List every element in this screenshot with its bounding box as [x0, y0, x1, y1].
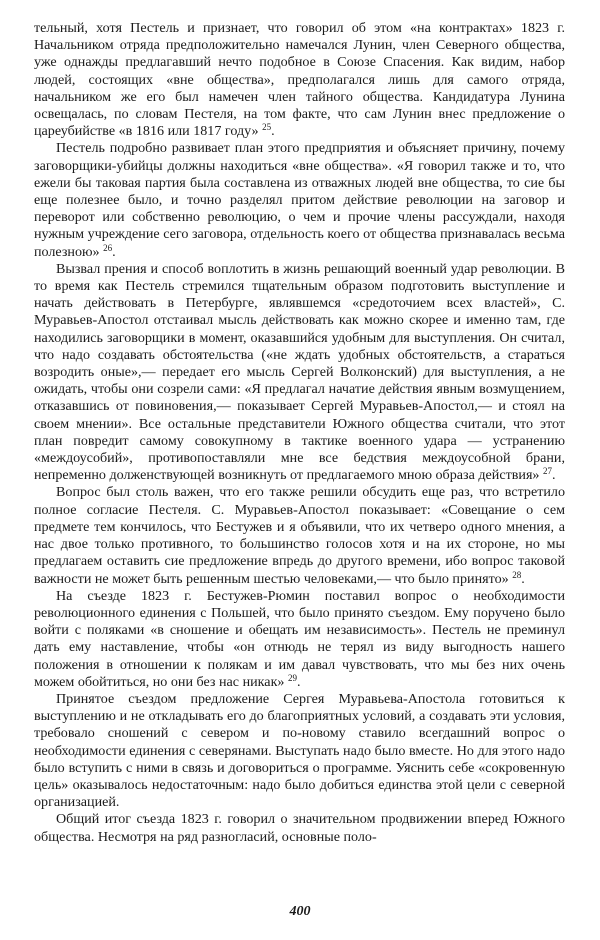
paragraph-3: Вызвал прения и способ воплотить в жизнь решающий военный удар революции. В то время как Пестель стремился тщательным образом подготовить выступление и начать действовать в Петербурге, являвшемся «средоточием всех властей», С. Муравьев-Апостол отстаивал мысль действовать как можно скорее и именно там, где находились заговорщики в момент, оказавшийся удобным для выступления. Он считал, что надо создавать обстоятельства («не ждать удобных обстоятельств, а стараться возродить оные»,— передает его мысль Сергей Волконский) для выступления, а не ожидать, чтобы они созрели сами: «Я предлагал начатие действия явным возмущением, отказавшись от повиновения,— показывает Сергей Муравьев-Апостол,— и стоял на своем мнении». Все остальные представители Южного общества считали, что этот план повредит самому совокупному в тактике военного удара — устранению «междоусобий», противопоставляли мне все бедствия междоусобной брани, непременно долженствующей возникнуть от предлагаемого мною образа действия» $^{27}$.: [34, 260, 565, 484]
paragraph-3-text: Вызвал прения и способ воплотить в жизнь решающий военный удар революции. В то время как Пестель стремился тщательным образом подготовить выступление и начать действовать в Петербурге, являвшемся «средоточием всех властей», С. Муравьев-Апостол отстаивал мысль действовать как можно скорее и именно там, где находились заговорщики в момент, оказавшийся удобным для выступления. Он считал, что надо создавать обстоятельства («не ждать удобных обстоятельств, а стараться возродить оные»,— передает его мысль Сергей Волконский) для выступления, а не ожидать, чтобы они созрели сами: «Я предлагал начатие действия явным возмущением, отказавшись от повиновения,— показывает Сергей Муравьев-Апостол,— и стоял на своем мнении». Все остальные представители Южного общества считали, что этот план повредит самому совокупному в тактике военного удара — устранению «междоусобий», противопоставляли мне все бедствия междоусобной брани, непременно долженствующей возникнуть от предлагаемого мною образа действия»: [34, 260, 565, 484]
footnote-ref-29[interactable]: 29: [288, 672, 297, 683]
footnote-ref-25[interactable]: 25: [262, 122, 272, 133]
paragraph-2: Пестель подробно развивает план этого предприятия и объясняет причину, почему заговорщики-убийцы должны находиться «вне общества». «Я говорил также и то, что ежели бы таковая партия была составлена из отважных людей вне общества, то сие бы еще полезнее было, и точно разделял притом действие революции на заговор и переворот или собственно революцию, о чем и прочие члены рассуждали, находя нужным учреждение сего заговора, отдельность коего от общества признавалась весьма полезною» $^{26}$.: [34, 140, 565, 260]
paragraph-2-text: Пестель подробно развивает план этого предприятия и объясняет причину, почему заговорщики-убийцы должны находиться «вне общества». «Я говорил также и то, что ежели бы таковая партия была составлена из отважных людей вне общества, то сие бы еще полезнее было, и точно разделял притом действие революции на заговор и переворот или собственно революцию, о чем и прочие члены рассуждали, находя нужным учреждение сего заговора, отдельность коего от общества признавалась весьма полезною»: [34, 140, 565, 260]
paragraph-5-text: На съезде 1823 г. Бестужев-Рюмин поставил вопрос о необходимости революционного единения с Польшей, что было принято съездом. Ему поручено было войти с поляками «в сношение и обещать им независимость». Пестель не преминул дать ему наставление, чтобы «он отнюдь не терял из виду выгодность нашего положения в отношении к полякам и им давал чувствовать, что мы без них очень можем обойтиться, но они без нас никак»: [34, 587, 565, 690]
footnote-ref-26[interactable]: 26: [103, 242, 113, 253]
paragraph-6: [34, 691, 565, 811]
paragraph-1: тельный, хотя Пестель и признает, что говорил об этом «на контрактах» 1823 г. Начальником отряда предположительно намечался Лунин, член Северного общества, уже однажды предлагавший нечто подобное в Союзе Спасения. Как видим, набор людей, состоящих «вне общества», предполагался лишь для самого отряда, начальником же его был намечен член тайного общества. Кандидатура Лунина освещалась, по словам Пестеля, на том факте, что сам Лунин внес предложение о цареубийстве «в 1816 или 1817 году» $^{25}$.: [34, 20, 565, 140]
paragraph-4-text: Вопрос был столь важен, что его также решили обсудить еще раз, что встретило полное согласие Пестеля. С. Муравьев-Апостол показывает: «Совещание о сем предмете тем кончилось, что Бестужев и я объявили, что их четверо одного мнения, а нас двое только противного, то большинство голосов хотя и на их стороне, но мы предлагаем оставить сие предложение впредь до другого времени, ибо вопрос таковой важности не может быть решенным шестью человеками,— что было принято»: [34, 484, 565, 587]
paragraph-5: На съезде 1823 г. Бестужев-Рюмин поставил вопрос о необходимости революционного единения с Польшей, что было принято съездом. Ему поручено было войти с поляками «в сношение и обещать им независимость». Пестель не преминул дать ему наставление, чтобы «он отнюдь не терял из виду выгодность нашего положения в отношении к полякам и им давал чувствовать, что мы без них очень можем обойтиться, но они без нас никак» $^{29}$.: [34, 587, 565, 690]
paragraph-6-text: Принятое съездом предложение Сергея Муравьева-Апостола готовиться к выступлению и не откладывать его до благоприятных условий, а создавать эти условия, требовало сношений с севером и по-новому ставило всегдашний вопрос о необходимости единения с северянами. Выступать надо было вместе. Но для этого надо было вступить с ними в связь и договориться о программе. Уяснить себе «сокровенную цель» оказывалось недостаточным: надо было добиться единства этой цели с северной организацией.: [34, 690, 565, 811]
paragraph-4: Вопрос был столь важен, что его также решили обсудить еще раз, что встретило полное согласие Пестеля. С. Муравьев-Апостол показывает: «Совещание о сем предмете тем кончилось, что Бестужев и я объявили, что их четверо одного мнения, а нас двое только противного, то большинство голосов хотя и на их стороне, но мы предлагаем оставить сие предложение впредь до другого времени, ибо вопрос таковой важности не может быть решенным шестью человеками,— что было принято» $^{28}$.: [34, 484, 565, 587]
footnote-ref-27[interactable]: 27: [543, 466, 553, 477]
paragraph-1-text: тельный, хотя Пестель и признает, что говорил об этом «на контрактах» 1823 г. Начальником отряда предположительно намечался Лунин, член Северного общества, уже однажды предлагавший нечто подобное в Союзе Спасения. Как видим, набор людей, состоящих «вне общества», предполагался лишь для самого отряда, начальником же его был намечен член тайного общества. Кандидатура Лунина освещалась, по словам Пестеля, на том факте, что сам Лунин внес предложение о цареубийстве «в 1816 или 1817 году»: [34, 20, 565, 140]
paragraph-7: [34, 811, 565, 845]
footnote-ref-28[interactable]: 28: [512, 569, 522, 580]
page-number: 400: [289, 904, 311, 919]
page-body: [34, 20, 565, 900]
paragraph-7-text: Общий итог съезда 1823 г. говорил о значительном продвижении вперед Южного общества. Несмотря на ряд разногласий, основные поло-: [34, 811, 565, 845]
